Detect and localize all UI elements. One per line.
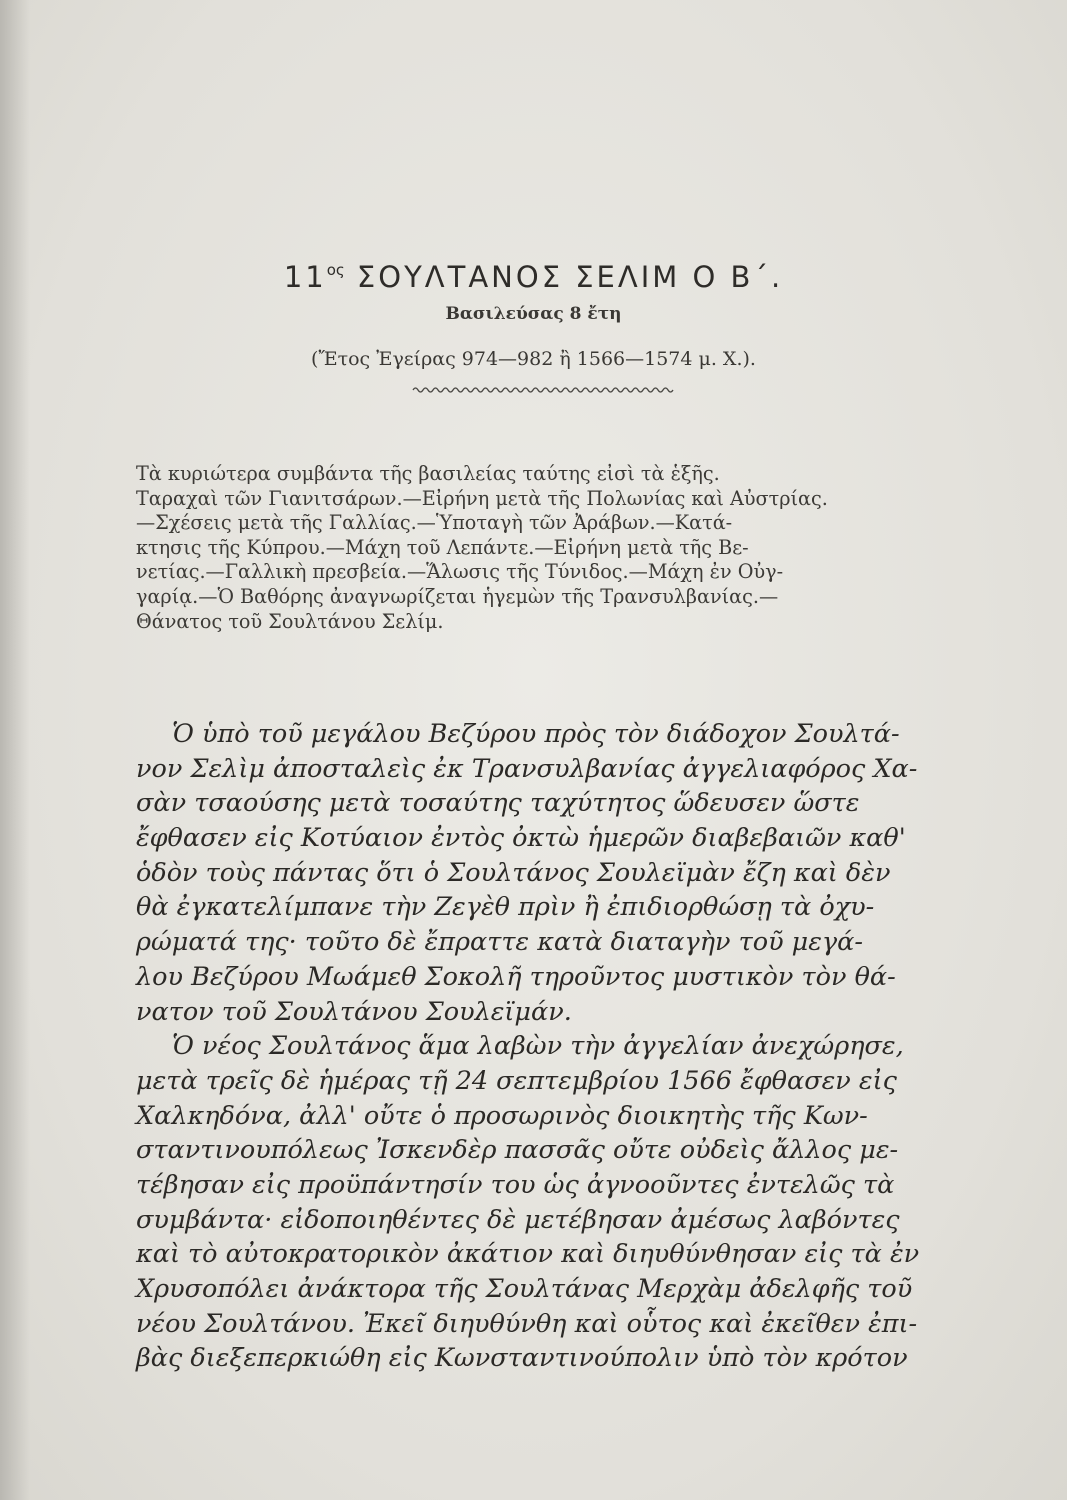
- body-line: σταντινουπόλεως Ἰσκενδὲρ πασσᾶς οὔτε οὐδεὶς ἄλλος με-: [136, 1135, 899, 1166]
- summary-line: Τὰ κυριώτερα συμβάντα τῆς βασιλείας ταύτης εἰσὶ τὰ ἑξῆς.: [136, 462, 720, 485]
- chapter-number-suffix: ος: [326, 261, 345, 279]
- body-line: συμβάντα· εἰδοποιηθέντες δὲ μετέβησαν ἀμέσως λαβόντες: [136, 1204, 900, 1235]
- body-line: Ὁ νέος Σουλτάνος ἅμα λαβὼν τὴν ἀγγελίαν ἀνεχώρησε,: [172, 1031, 904, 1062]
- body-line: Χρυσοπόλει ἀνάκτορα τῆς Σουλτάνας Μερχὰμ ἀδελφῆς τοῦ: [136, 1274, 913, 1304]
- body-line: νον Σελὶμ ἀποσταλεὶς ἐκ Τρανσυλβανίας ἀγγελιαφόρος Χα-: [136, 753, 918, 784]
- body-line: σὰν τσαούσης μετὰ τοσαύτης ταχύτητος ὥδευσεν ὥστε: [136, 788, 860, 819]
- summary-line: κτησις τῆς Κύπρου.—Μάχη τοῦ Λεπάντε.—Εἰρήνη μετὰ τῆς Βε-: [136, 535, 749, 559]
- summary-line: —Σχέσεις μετὰ τῆς Γαλλίας.—Ὑποταγὴ τῶν Ἀράβων.—Κατά-: [136, 511, 733, 535]
- chapter-title: [0, 260, 1067, 294]
- chapter-summary: [136, 462, 936, 634]
- body-line: νατον τοῦ Σουλτάνου Σουλεϊμάν.: [136, 996, 572, 1027]
- chapter-title-text: ΣΟΥΛΤΑΝΟΣ ΣΕΛΙΜ Ο Β΄.: [356, 260, 784, 294]
- body-line: Χαλκηδόνα, ἀλλ' οὔτε ὁ προσωρινὸς διοικητὴς τῆς Κων-: [136, 1100, 868, 1131]
- summary-line: Θάνατος τοῦ Σουλτάνου Σελίμ.: [136, 609, 444, 633]
- reign-duration: Βασιλεύσας 8 ἔτη: [445, 304, 622, 324]
- chapter-number: 11: [283, 260, 327, 294]
- body-line: καὶ τὸ αὐτοκρατορικὸν ἀκάτιον καὶ διηυθύνθησαν εἰς τὰ ἐν: [136, 1239, 920, 1270]
- summary-line: γαρίᾳ.—Ὁ Βαθόρης ἀναγνωρίζεται ἡγεμὼν τῆς Τρανσυλβανίας.—: [136, 584, 779, 608]
- body-line: νέου Σουλτάνου. Ἐκεῖ διηυθύνθη καὶ οὗτος καὶ ἐκεῖθεν ἐπι-: [136, 1308, 918, 1339]
- body-line: μετὰ τρεῖς δὲ ἡμέρας τῇ 24 σεπτεμβρίου 1566 ἔφθασεν εἰς: [136, 1065, 897, 1096]
- body-line: ἔφθασεν εἰς Κοτύαιον ἐντὸς ὀκτὼ ἡμερῶν διαβεβαιῶν καθ': [136, 823, 906, 854]
- body-line: θὰ ἐγκατελίμπανε τὴν Ζεγὲθ πρὶν ἢ ἐπιδιορθώσῃ τὰ ὀχυ-: [136, 892, 875, 923]
- body-line: βὰς διεξεπερκιώθη εἰς Κωνσταντινούπολιν ὑπὸ τὸν κρότον: [136, 1343, 908, 1374]
- summary-line: νετίας.—Γαλλικὴ πρεσβεία.—Ἅλωσις τῆς Τύνιδος.—Μάχη ἐν Οὐγ-: [136, 560, 784, 584]
- body-text: [136, 717, 936, 1376]
- body-line: ὁδὸν τοὺς πάντας ὅτι ὁ Σουλτάνος Σουλεϊμὰν ἔζη καὶ δὲν: [136, 857, 891, 888]
- wavy-divider: [412, 384, 674, 396]
- body-line: τέβησαν εἰς προϋπάντησίν του ὡς ἀγνοοῦντες ἐντελῶς τὰ: [136, 1169, 895, 1200]
- binding-shadow: [0, 0, 30, 1500]
- body-line: Ὁ ὑπὸ τοῦ μεγάλου Βεζύρου πρὸς τὸν διάδοχον Σουλτά-: [172, 719, 900, 749]
- summary-line: Ταραχαὶ τῶν Γιανιτσάρων.—Εἰρήνη μετὰ τῆς Πολωνίας καὶ Αὐστρίας.: [136, 486, 828, 510]
- reign-years: (Ἔτος Ἐγείρας 974—982 ἢ 1566—1574 μ. Χ.).: [311, 348, 756, 370]
- body-line: ρώματά της· τοῦτο δὲ ἔπραττε κατὰ διαταγὴν τοῦ μεγά-: [136, 927, 864, 958]
- body-line: λου Βεζύρου Μωάμεθ Σοκολῆ τηροῦντος μυστικὸν τὸν θά-: [136, 961, 896, 992]
